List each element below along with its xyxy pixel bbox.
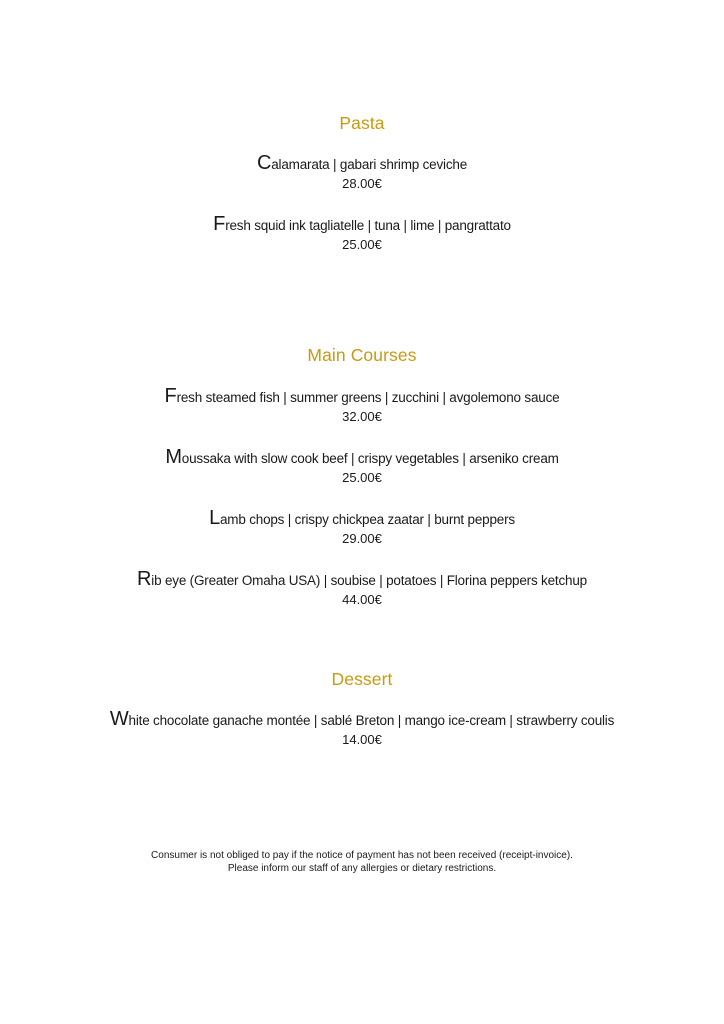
section-title-dessert: Dessert [331, 669, 393, 689]
dish-initial: F [164, 385, 177, 407]
menu-item [0, 386, 724, 425]
dish-price: 28.00€ [342, 176, 382, 191]
dish-price: 44.00€ [342, 592, 382, 607]
menu-item [0, 214, 724, 253]
dish-initial: R [137, 568, 152, 590]
section-dessert [0, 668, 724, 748]
dish-initial: M [165, 446, 182, 468]
section-pasta [0, 112, 724, 253]
dish-name [0, 447, 724, 469]
dish-price: 14.00€ [342, 732, 382, 747]
menu-item [0, 569, 724, 608]
section-title-main-courses: Main Courses [307, 345, 417, 365]
footer-notice [0, 849, 724, 875]
dish-description: resh squid ink tagliatelle | tuna | lime | pangrattato [225, 218, 511, 233]
dish-name [0, 709, 724, 731]
section-main-courses [0, 344, 724, 608]
dish-name [0, 386, 724, 408]
dish-description: oussaka with slow cook beef | crispy vegetables | arseniko cream [181, 451, 559, 466]
section-title-pasta: Pasta [339, 113, 385, 133]
dish-description: ib eye (Greater Omaha USA) | soubise | potatoes | Florina peppers ketchup [151, 573, 587, 588]
menu-item [0, 709, 724, 748]
dish-description: alamarata | gabari shrimp ceviche [271, 157, 467, 172]
dish-description: hite chocolate ganache montée | sablé Breton | mango ice-cream | strawberry coulis [128, 713, 615, 728]
menu-item [0, 153, 724, 192]
dish-name [0, 569, 724, 591]
dish-initial: L [209, 507, 220, 529]
menu-item [0, 508, 724, 547]
dish-initial: F [213, 213, 226, 235]
dish-initial: C [257, 152, 272, 174]
dish-name [0, 153, 724, 175]
dish-price: 25.00€ [342, 237, 382, 252]
dish-name [0, 214, 724, 236]
dish-description: resh steamed fish | summer greens | zucchini | avgolemono sauce [176, 390, 560, 405]
dish-description: amb chops | crispy chickpea zaatar | burnt peppers [220, 512, 515, 527]
dish-name [0, 508, 724, 530]
dish-price: 25.00€ [342, 470, 382, 485]
dish-price: 29.00€ [342, 531, 382, 546]
dish-price: 32.00€ [342, 409, 382, 424]
payment-notice: Consumer is not obliged to pay if the notice of payment has not been received (receipt-invoice). [151, 850, 573, 861]
dish-initial: W [109, 708, 129, 730]
menu-item [0, 447, 724, 486]
allergy-notice: Please inform our staff of any allergies or dietary restrictions. [227, 863, 497, 874]
